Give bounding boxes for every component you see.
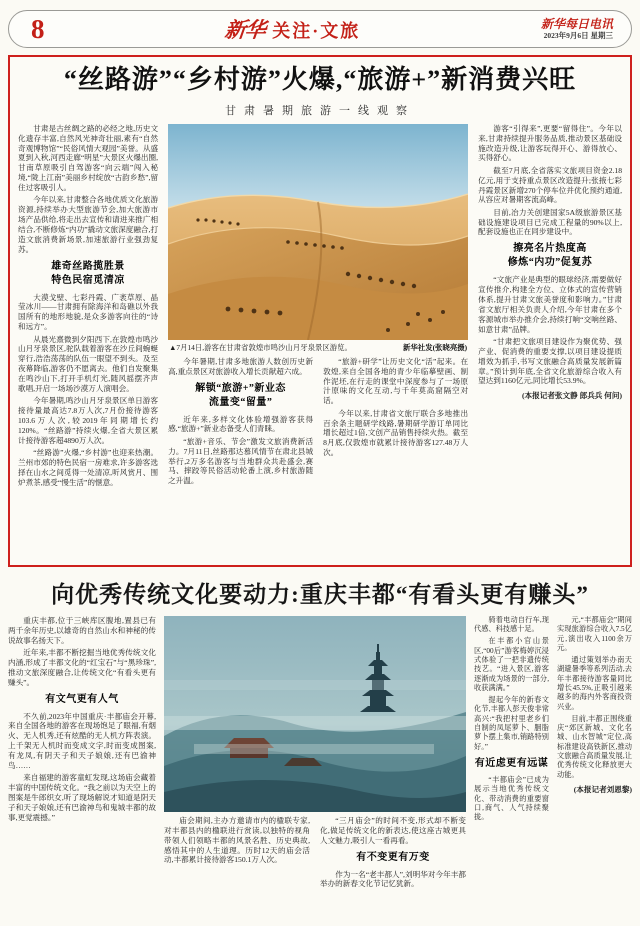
masthead-bar bbox=[8, 10, 632, 48]
section-title: 关注·文旅 bbox=[272, 21, 361, 41]
body-paragraph: 不久前,2023年中国重庆·丰都庙会开幕,来自全国各地的游客在现场饱足了眼福,有烟火、无人机秀,还有炫酷的无人机方阵表演。上千架无人机时而变成文字,时而变成图案,有龙凤,有阴天子和天子娘娘,还有巴渝神鸟…… bbox=[8, 711, 156, 770]
article1-subhead2: 解锁“旅游+”新业态 流量变“留量” bbox=[195, 382, 286, 408]
body-paragraph: 重庆丰都,位于三峡库区腹地,置县已有两千余年历史,以雄奇的自然山水和神秘的传说故事名扬天下。 bbox=[8, 616, 156, 645]
article2-subhead3: 有近虑更有远谋 bbox=[474, 758, 549, 770]
article-gansu-tourism bbox=[8, 55, 632, 567]
body-paragraph: “旅游+研学”让历史文化“活”起来。在敦煌,来自全国各地的青少年临摹壁画、制作泥坯,在行走的课堂中深度参与了一场原汁原味的文化互动,与千年莫高窟隔空对话。 bbox=[323, 356, 469, 406]
article1-subhead3: 擦亮名片热度高 修炼“内功”促复苏 bbox=[507, 243, 593, 269]
masthead-right bbox=[541, 18, 613, 40]
article2-narrow-col-b bbox=[557, 616, 632, 924]
article2-columns bbox=[8, 616, 632, 924]
article2-byline: (本报记者刘恩黎) bbox=[573, 785, 632, 795]
fengdu-pagoda-photo bbox=[164, 616, 466, 812]
article1-deck: 甘肃暑期旅游一线观察 bbox=[225, 104, 415, 117]
page-number: 8 bbox=[31, 13, 45, 44]
body-paragraph: “甘肃把文旅项目建设作为聚优势、强产业、促消费的重要支撑,以项目建设提质增效为抓手,书写文旅融合高质量发展新篇章。”预计到年底,全省文化旅游综合收入有望达到1160亿元,同比增长53.9%。 bbox=[478, 337, 622, 386]
photo1-credit: 新华社发(张晓亮摄) bbox=[403, 342, 468, 352]
article1-col4-text-b bbox=[478, 275, 622, 386]
article1-midcol-left bbox=[168, 357, 313, 568]
xinhua-script-logo: 新华 bbox=[223, 18, 267, 42]
article1-col4 bbox=[478, 124, 622, 568]
body-paragraph: 近年来,多样文化体验增强游客获得感,“旅游+”新业态备受人们青睐。 bbox=[168, 414, 314, 434]
body-paragraph: 元,“丰都庙会”期间实现旅游综合收入7.5亿元,演出收入1100余万元。 bbox=[557, 616, 632, 653]
body-paragraph: 甘肃是古丝绸之路的必经之地,历史文化遗存丰富,自然风光神奇壮丽,素有“自然奇观博物馆”“民俗风情大观园”美誉。从盛夏到入秋,河西走廊“明星”大景区火爆出圈,甘南草原吸引自驾游客“向云端”闯入秘境,“陇上江南”美丽乡村绽放“古韵乡愁”,留住过客吸引人。 bbox=[18, 123, 159, 193]
article2-midcol-right bbox=[320, 816, 466, 924]
body-paragraph: 目前,丰都正围绕重庆“郊区新城、文化名城、山水智城”定位,高标准建设高铁新区,推动文旅融合高质量发展,让优秀传统文化释放更大动能。 bbox=[557, 714, 632, 779]
body-paragraph: 在丰都小官山景区,“00后”游客梅婷沉浸式体验了一把非遗传统技艺。“进入景区,游客逐渐成为场景的一部分,收获满满。” bbox=[474, 637, 549, 693]
photo1-caption-row bbox=[169, 342, 467, 353]
article1-middle-block bbox=[168, 124, 468, 568]
article2-midcol-left bbox=[164, 816, 310, 924]
article2-headline: 向优秀传统文化要动力:重庆丰都“有看头更有赚头” bbox=[51, 582, 589, 607]
body-paragraph: 庙会期间,主办方邀请市内的楹联专家,对丰都县内的楹联进行赏读,以独特的视角带领人们领略丰都的风景名胜、历史典故,感悟其中的人生道理。历时12天的庙会活动,丰都累计接待游客150.1万人次。 bbox=[164, 816, 310, 865]
article2-narrow-col-a bbox=[474, 616, 549, 924]
body-paragraph: 大漠戈壁、七彩丹霞、广袤草原、晶莹冰川——甘肃拥有除海洋和岛礁以外我国所有的地形地貌,是众多游客向往的“诗和远方”。 bbox=[18, 292, 159, 332]
article1-midcol-right bbox=[323, 357, 468, 568]
section-header bbox=[225, 14, 360, 44]
article2-mid-columns bbox=[164, 816, 466, 924]
body-paragraph: “丝路游”火爆,“乡村游”也迎来热潮。兰州市郊的特色民宿一房难求,许多游客选择在山水之间觅得一处清凉,听风赏月、围炉煮茶,感受“慢生活”的惬意。 bbox=[18, 447, 159, 487]
body-paragraph: 从晨光熹微到夕阳西下,在敦煌市鸣沙山月牙泉景区,驼队载着游客在沙丘间蜿蜒穿行,浩浩荡荡的队伍一眼望不到头。及至夜幕降临,游客仍不愿离去。他们自发聚集在鸣沙山下,打开手机灯光,随风摇摆齐声歌唱,开启一场场沙漠万人演唱会。 bbox=[18, 334, 159, 393]
body-paragraph: 通过策划举办南天湖避暑季等系列活动,去年丰都接待游客量同比增长45.5%,正吸引越来越多的海内外客商投资兴业。 bbox=[557, 655, 632, 711]
article1-columns bbox=[18, 124, 622, 568]
article2-middle-block bbox=[164, 616, 466, 924]
article1-col1-text-b bbox=[18, 293, 158, 488]
body-paragraph: 提起今年的新春文化节,丰都人彭天俊非常高兴:“我把村里老乡们自制的凤尾萝卜、胭脂萝卜摆上集市,销路特别好。” bbox=[474, 695, 549, 751]
article1-byline: (本报记者张文静 郎兵兵 何问) bbox=[522, 391, 622, 401]
article1-col1 bbox=[18, 124, 158, 568]
body-paragraph: 今年暑期,甘肃多地旅游人数创历史新高,重点景区对旅游收入增长贡献超六成。 bbox=[168, 356, 314, 376]
body-paragraph: “丰都庙会”已成为展示当地优秀传统文化、带动消费的重要窗口,商气、人气持续聚拢。 bbox=[474, 776, 549, 822]
paper-date: 2023年9月6日 星期三 bbox=[543, 30, 613, 40]
article1-mid-columns bbox=[168, 357, 468, 568]
body-paragraph: 来自福建的游客童虹发现,这场庙会藏着丰富的中国传统文化。“我之前以为天空上的图案是牛郎织女,听了现场解说才知道是阴天子和天子娘娘,还有巴渝神鸟和鬼城丰都的故事,更觉震撼。” bbox=[8, 773, 156, 822]
article1-headline: “丝路游”“乡村游”火爆,“旅游+”新消费兴旺 bbox=[63, 65, 577, 94]
body-paragraph: 骑着电动自行车,现代感、科技感十足。 bbox=[474, 616, 549, 634]
body-paragraph: 目前,冶力关创建国家5A级旅游景区基础设施建设项目已完成工程量的90%以上,配套设施也正在同步建设中。 bbox=[478, 207, 622, 237]
body-paragraph: 今年暑期,鸣沙山月牙泉景区单日游客接待量最高达7.8万人次,7月份接待游客103.6万人次,较2019年同期增长约120%。“丝路游”持续火爆,全省大景区累计接待游客超4890万人次。 bbox=[18, 396, 159, 445]
desert-camel-photo bbox=[168, 124, 468, 340]
body-paragraph: 近年来,丰都不断挖掘当地优秀传统文化内涵,形成了丰都文化的“红宝石”与“黑珍珠”,推动文旅深度融合,让传统文化“有看头更有赚头”。 bbox=[8, 648, 156, 687]
article2-col1 bbox=[8, 616, 156, 924]
body-paragraph: 截至7月底,全省落实文旅项目资金2.18亿元,用于支持重点景区改造提升;张掖七彩丹霞景区新增270个停车位并优化预约通道,从容应对暑期客流高峰。 bbox=[478, 165, 622, 205]
body-paragraph: “旅游+音乐、节会”激发文旅消费新活力。7月11日,丝路那达慕风情节在肃北县城举行,2万多名游客与当地群众共赴盛会,赛马、摔跤等民俗活动轮番上演,乡村旅游随之升温。 bbox=[168, 436, 314, 486]
body-paragraph: “三月庙会”的时间不变,形式却不断变化,做足传统文化的新表达,使这座古城更具人文魅力,吸引人一看再看。 bbox=[320, 816, 466, 845]
article1-subhead1: 雄奇丝路揽胜景 特色民宿觅清凉 bbox=[51, 260, 125, 286]
body-paragraph: 游客“引得来”,更要“留得住”。今年以来,甘肃持续提升服务品质,推动景区基础设施改造升级,让游客玩得开心、游得放心、买得舒心。 bbox=[478, 123, 622, 163]
article2-subhead1: 有文气更有人气 bbox=[45, 693, 119, 705]
body-paragraph: “文旅产业是典型的眼球经济,需要做好宣传推介,构建全方位、立体式的宣传营销体系,提升甘肃文旅美誉度和影响力。”甘肃省文旅厅相关负责人介绍,今年甘肃在多个客源城市举办推介会,持续打响“交响丝路、如意甘肃”品牌。 bbox=[478, 275, 622, 334]
article2-right-block bbox=[474, 616, 632, 924]
paper-name: 新华每日电讯 bbox=[540, 16, 613, 31]
article1-col4-text-a bbox=[478, 124, 622, 237]
article1-col1-text-a bbox=[18, 124, 158, 255]
body-paragraph: 今年以来,甘肃省文旅厅联合多地推出百余条主题研学线路,暑期研学游订单同比增长超过1倍,文创产品销售持续火热。截至8月底,仅敦煌市就累计接待游客127.48万人次。 bbox=[323, 408, 469, 458]
article2-subhead2: 有不变更有万变 bbox=[356, 851, 430, 863]
photo1-caption: ▲7月14日,游客在甘肃省敦煌市鸣沙山月牙泉景区游览。 bbox=[169, 342, 352, 352]
body-paragraph: 作为一名“老丰都人”,刘明华对今年丰都举办的新春文化节记忆犹新。 bbox=[320, 869, 466, 889]
body-paragraph: 今年以来,甘肃整合各地优质文化旅游资源,持续举办大型旅游节会,加大旅游市场产品供给,将走出去宣传和请进来推广相结合,不断修炼“内功”撬动文旅深度融合,打造文旅消费新场景,加速旅游行业强劲复苏。 bbox=[18, 195, 159, 254]
